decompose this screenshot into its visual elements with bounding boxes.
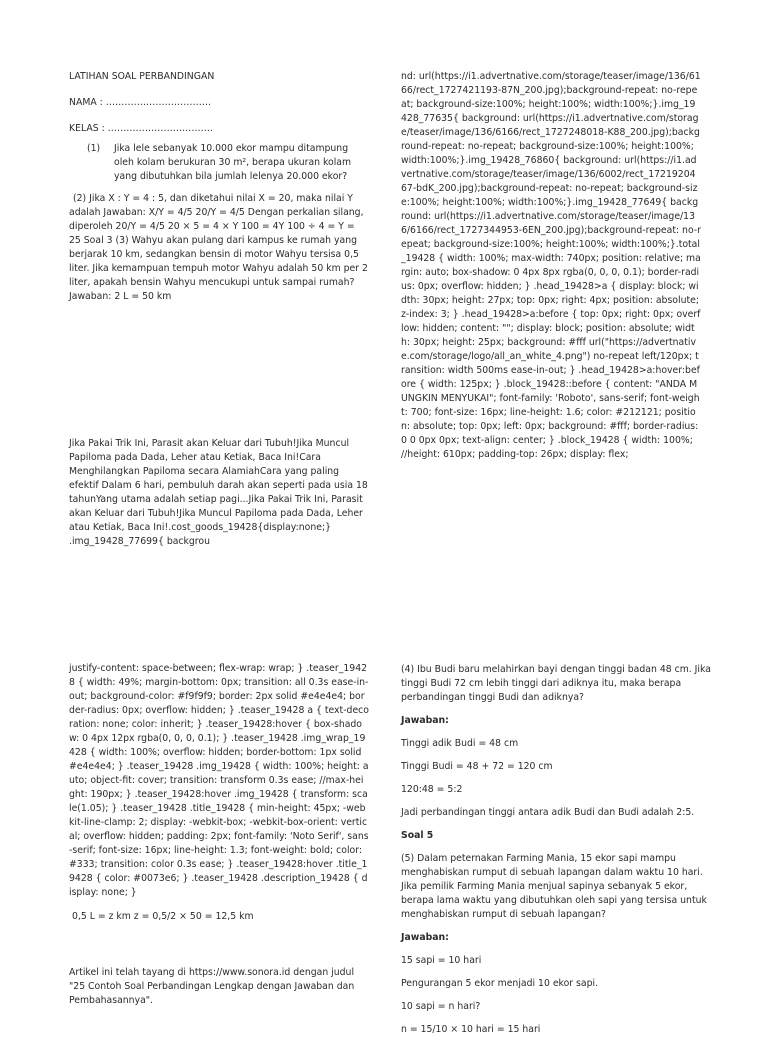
answer-5-line-3: 10 sapi = n hari? bbox=[401, 1001, 481, 1012]
answer-5-line-4: n = 15/10 × 10 hari = 15 hari bbox=[401, 1024, 541, 1035]
css-text-bottom: justify-content: space-between; flex-wrap: wrap; } .teaser_19428 { width: 49%; margin-bottom: 0px; transition: all 0.3s ease-in-out; background-color: #f9f9f9; border: 2px solid #e4e4e4; border-radius: 0px; overflow: hidden; } .teaser_19428 a { text-decoration: none; color: inherit; } .teaser_19428:hover { box-shadow: 0 4px 12px rgba(0, 0, 0, 0.1); } .teaser_19428 .img_wrap_19428 { width: 100%; overflow: hidden; border-bottom: 1px solid #e4e4e4; } .teaser_19428 .img_19428 { width: 100%; height: auto; object-fit: cover; transition: transform 0.3s ease; //max-height: 190px; } .teaser_19428:hover .img_19428 { transform: scale(1.05); } .teaser_19428 .title_19428 { min-height: 45px; -webkit-line-clamp: 2; display: -webkit-box; -webkit-box-orient: vertical; overflow: hidden; padding: 2px; font-family: 'Noto Serif', sans-serif; font-size: 16px; line-height: 1.3; font-weight: bold; color: #333; transition: color 0.3s ease; } .teaser_19428:hover .title_19428 { color: #0073e6; } .teaser_19428 .description_19428 { display: none; } bbox=[69, 663, 369, 898]
answer-line: 0,5 L = z km z = 0,5/2 × 50 = 12,5 km bbox=[69, 911, 254, 922]
question-1-number: (1) bbox=[87, 143, 101, 154]
answer-heading-1: Jawaban: bbox=[401, 715, 449, 726]
answer-5-line-2: Pengurangan 5 ekor menjadi 10 ekor sapi. bbox=[401, 978, 599, 989]
question-1-text: Jika lele sebanyak 10.000 ekor mampu ditampung oleh kolam berukuran 30 m², berapa ukuran kolam yang dibutuhkan bila jumlah lelenya 20.000 ekor? bbox=[114, 143, 352, 182]
answer-4-line-2: Tinggi Budi = 48 + 72 = 120 cm bbox=[401, 761, 553, 772]
top-right-column bbox=[401, 70, 701, 462]
soal-5-heading: Soal 5 bbox=[401, 830, 434, 841]
class-line: KELAS : ……………………………. bbox=[69, 123, 213, 134]
answer-4-line-4: Jadi perbandingan tinggi antara adik Budi dan Budi adalah 2:5. bbox=[401, 807, 695, 818]
name-line: NAMA : ……………………………. bbox=[69, 97, 211, 108]
question-4-text: (4) Ibu Budi baru melahirkan bayi dengan tinggi badan 48 cm. Jika tinggi Budi 72 cm lebih tinggi dari adiknya itu, maka berapa perbandingan tinggi Budi dan adiknya? bbox=[401, 664, 711, 703]
css-text-top: nd: url(https://i1.advertnative.com/storage/teaser/image/136/6166/rect_1727421193-87N_200.jpg);background-repeat: no-repeat; background-size:100%; height:100%; width:100%;}.img_19428_77635{ background: url(https://i1.advertnative.com/storage/teaser/image/136/6166/rect_1727248018-K88_200.jpg);background-repeat: no-repeat; background-size:100%; height:100%; width:100%;}.img_19428_76860{ background: url(https://i1.advertnative.com/storage/teaser/image/136/6002/rect_1721920467-bdK_200.jpg);background-repeat: no-repeat; background-size:100%; height:100%; width:100%;}.img_19428_77649{ background: url(https://i1.advertnative.com/storage/teaser/image/136/6166/rect_1727344953-6EN_200.jpg);background-repeat: no-repeat; background-size:100%; height:100%; width:100%;}.total_19428 { width: 100%; max-width: 740px; position: relative; margin: auto; box-shadow: 0 4px 8px rgba(0, 0, 0, 0.1); border-radius: 0px; overflow: hidden; } .head_19428>a { display: block; width: 30px; height: 27px; top: 0px; right: 4px; position: absolute; z-index: 3; } .head_19428>a:before { top: 0px; right: 0px; overflow: hidden; content: ""; display: block; position: absolute; width: 30px; height: 25px; background: #fff url("https://advertnative.com/storage/logo/all_an_white_4.png") no-repeat left/120px; transition: width 500ms ease-in-out; } .head_19428>a:hover:before { width: 125px; } .block_19428::before { content: "ANDA MUNGKIN MENYUKAI"; font-family: 'Roboto', sans-serif; font-weight: 700; font-size: 16px; line-height: 1.6; color: #212121; position: absolute; top: 0px; left: 0px; background: #fff; border-radius: 0 0 0px 0px; text-align: center; } .block_19428 { width: 100%; //height: 610px; padding-top: 26px; display: flex; bbox=[401, 71, 701, 460]
article-credit bbox=[69, 966, 369, 1008]
question-5-text: (5) Dalam peternakan Farming Mania, 15 ekor sapi mampu menghabiskan rumput di sebuah lapangan dalam waktu 10 hari. Jika pemilik Farming Mania menjual sapinya sebanyak 5 ekor, berapa lama waktu yang dibutuhkan oleh sapi yang tersisa untuk menghabiskan rumput di sebuah lapangan? bbox=[401, 853, 707, 920]
top-left-column bbox=[69, 70, 369, 304]
question-2-text: (2) Jika X : Y = 4 : 5, dan diketahui nilai X = 20, maka nilai Y adalah Jawaban: X/Y = 4/5 20/Y = 4/5 Dengan perkalian silang, diperoleh 20/Y = 4/5 20 × 5 = 4 × Y 100 = 4Y 100 ÷ 4 = Y = 25 Soal 3 (3) Wahyu akan pulang dari kampus ke rumah yang berjarak 10 km, sedangkan bensin di motor Wahyu tersisa 0,5 liter. Jika kemampuan tempuh motor Wahyu adalah 50 km per 2 liter, apakah bensin Wahyu mencukupi untuk sampai rumah? Jawaban: 2 L = 50 km bbox=[69, 193, 368, 302]
worksheet-title: LATIHAN SOAL PERBANDINGAN bbox=[69, 71, 215, 82]
answer-4-line-1: Tinggi adik Budi = 48 cm bbox=[401, 738, 519, 749]
answer-4-line-3: 120:48 = 5:2 bbox=[401, 784, 463, 795]
article-credit-text: Artikel ini telah tayang di https://www.sonora.id dengan judul "25 Contoh Soal Perbandingan Lengkap dengan Jawaban dan Pembahasannya". bbox=[69, 967, 355, 1006]
bottom-left-column bbox=[69, 662, 369, 924]
answer-heading-2: Jawaban: bbox=[401, 932, 449, 943]
question-1 bbox=[87, 142, 369, 184]
bottom-right-column bbox=[401, 663, 711, 1046]
ad-text-block bbox=[69, 437, 369, 549]
answer-5-line-1: 15 sapi = 10 hari bbox=[401, 955, 482, 966]
ad-text: Jika Pakai Trik Ini, Parasit akan Keluar dari Tubuh!Jika Muncul Papiloma pada Dada, Leher atau Ketiak, Baca Ini!Cara Menghilangkan Papiloma secara AlamiahCara yang paling efektif Dalam 6 hari, pembuluh darah akan seperti pada usia 18 tahunYang utama adalah setiap pagi...Jika Pakai Trik Ini, Parasit akan Keluar dari Tubuh!Jika Muncul Papiloma pada Dada, Leher atau Ketiak, Baca Ini!.cost_goods_19428{display:none;} .img_19428_77699{ backgrou bbox=[69, 438, 368, 547]
